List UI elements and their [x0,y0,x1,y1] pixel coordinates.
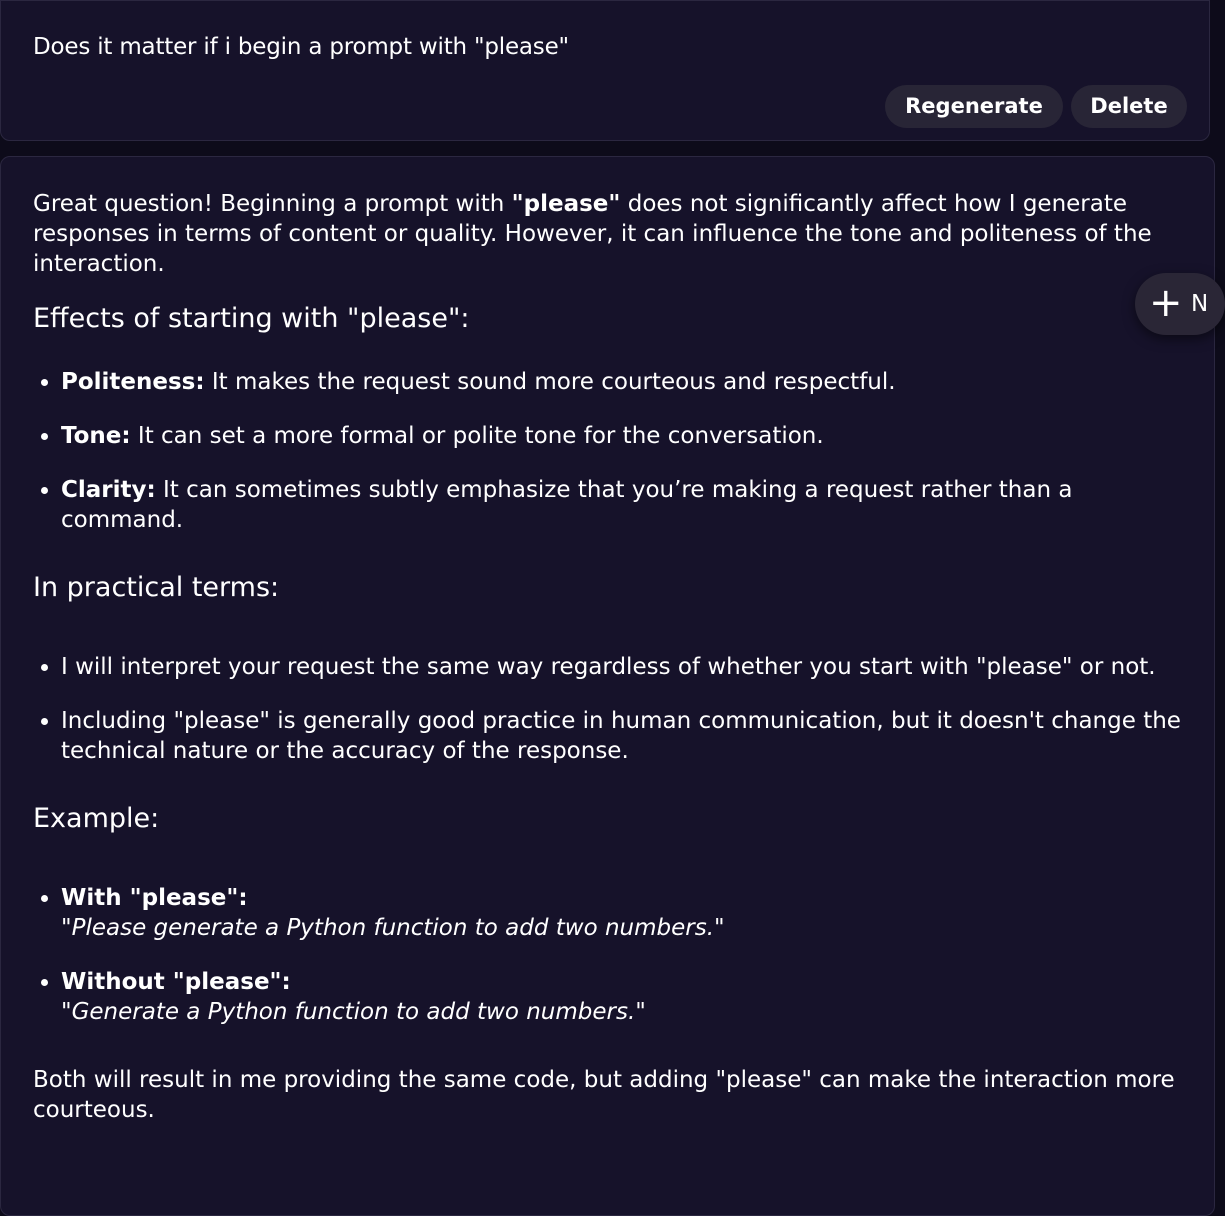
item-label: Without "please": [61,969,291,995]
list-item [61,475,1193,535]
item-label: Tone: [61,423,131,449]
plus-icon: + [1149,280,1183,326]
effects-list [33,367,1193,535]
conclusion-paragraph: Both will result in me providing the same code, but adding "please" can make the interaction more courteous. [33,1067,1175,1123]
user-message-text: Does it matter if i begin a prompt with "please" [33,34,569,60]
delete-button[interactable]: Delete [1071,85,1187,128]
list-item [61,967,1193,1027]
intro-text-end: does not significantly affect how I generate responses in terms of content or quality. However, it can influence the tone and politeness of the interaction. [33,191,1152,277]
heading-practical: In practical terms: [33,572,280,603]
heading-effects: Effects of starting with "please": [33,303,470,334]
list-item [61,883,1193,943]
item-label: Clarity: [61,477,156,503]
regenerate-button[interactable]: Regenerate [885,85,1063,128]
intro-paragraph [33,189,1193,279]
user-message-card [0,0,1210,141]
examples-list [33,883,1193,1027]
list-item: • I will interpret your request the same way regardless of whether you start with "please" or not. [61,652,1193,682]
item-text: It can set a more formal or polite tone for the conversation. [130,423,824,449]
item-text: "Please generate a Python function to add two numbers." [61,915,725,941]
new-chat-button[interactable] [1135,273,1225,335]
item-label: With "please": [61,885,248,911]
intro-bold: "please" [511,191,621,217]
assistant-message-content [33,189,1193,1125]
list-item [61,421,1193,451]
item-text: It can sometimes subtly emphasize that you’re making a request rather than a command. [61,477,1073,533]
list-item: • Including "please" is generally good practice in human communication, but it doesn't change the technical nature or the accuracy of the response. [61,706,1193,766]
practical-list [33,652,1193,766]
assistant-message-card [0,156,1215,1216]
item-text: "Generate a Python function to add two numbers." [61,999,646,1025]
list-item [61,367,1193,397]
intro-text: Great question! Beginning a prompt with [33,191,512,217]
new-chat-label: N [1191,291,1209,317]
heading-example: Example: [33,803,160,834]
item-text: It makes the request sound more courteous and respectful. [204,369,896,395]
item-label: Politeness: [61,369,205,395]
